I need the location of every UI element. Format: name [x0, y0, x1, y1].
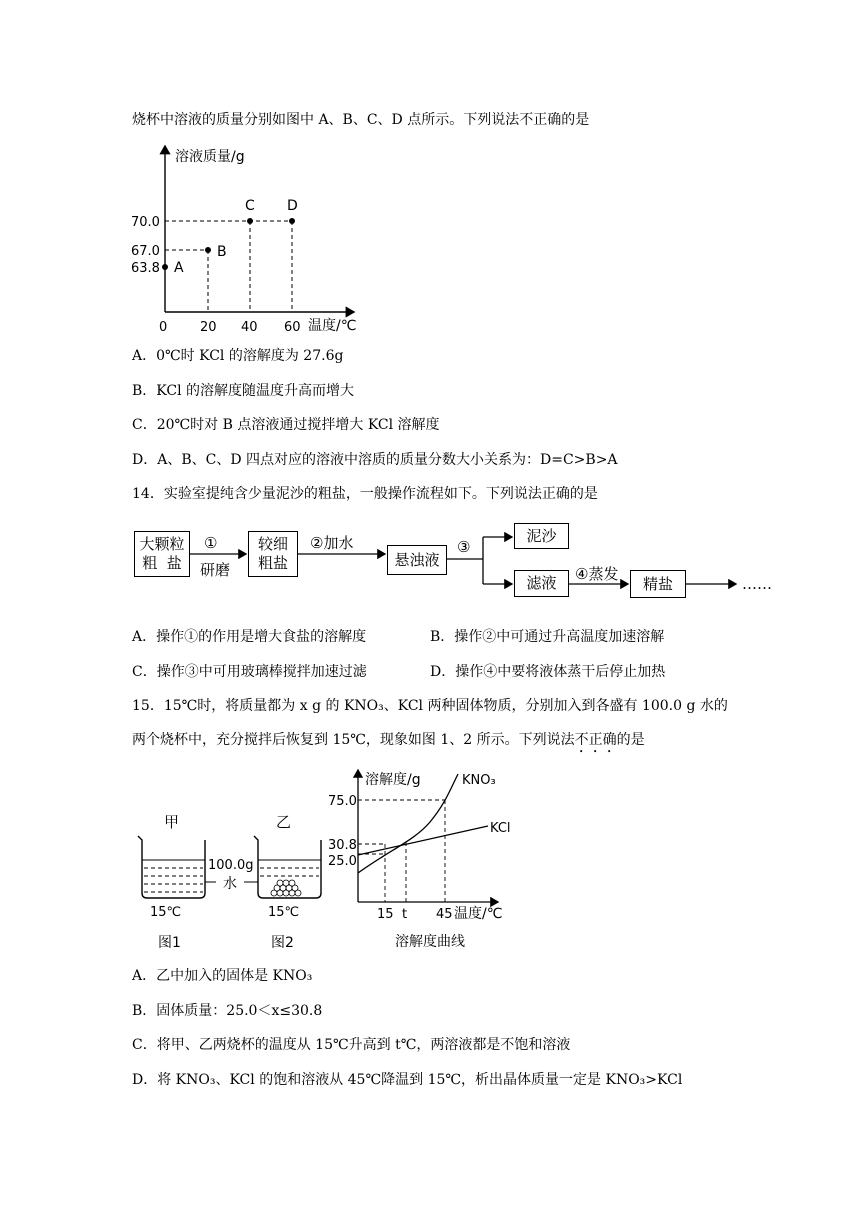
- q13-point-c-label: C: [245, 198, 255, 214]
- emphasis-dotted: 不正确: [574, 732, 617, 748]
- q14-option-c: C．操作③中可用玻璃棒搅拌加速过滤: [132, 664, 367, 680]
- q15-option-d: D．将 KNO₃、KCl 的饱和溶液从 45℃降温到 15℃，析出晶体质量一定是 KNO₃>KCl: [132, 1072, 683, 1088]
- water-mass: 100.0g: [208, 858, 254, 873]
- q13-xtick: 40: [241, 320, 258, 335]
- q13-option-a: A．0℃时 KCl 的溶解度为 27.6g: [132, 348, 344, 364]
- q13-option-d: D．A、B、C、D 四点对应的溶液中溶质的质量分数大小关系为：D=C>B>A: [132, 452, 618, 468]
- flow-ellipsis: ……: [742, 575, 772, 593]
- curve-title: 溶解度曲线: [395, 934, 465, 950]
- q13-ylabel: 溶液质量/g: [175, 149, 245, 165]
- q13-point-b: [205, 247, 211, 253]
- q13-point-d: [289, 218, 295, 224]
- curve-xtick: 45: [436, 907, 453, 922]
- flow-box-suspension: 悬浊液: [387, 545, 447, 575]
- undissolved-solid-icon: [271, 880, 301, 896]
- q13-point-b-label: B: [217, 244, 227, 260]
- curve-ytick: 75.0: [328, 794, 357, 809]
- q13-xtick: 0: [159, 320, 168, 335]
- curve-ytick: 25.0: [328, 854, 357, 869]
- q13-point-d-label: D: [287, 198, 298, 214]
- kno3-series-label: KNO₃: [462, 773, 496, 788]
- q13-point-a-label: A: [174, 260, 184, 276]
- q15-option-b: B．固体质量：25.0＜x≤30.8: [132, 1003, 323, 1019]
- kcl-line: [358, 826, 488, 855]
- flow-box-filtrate: 滤液: [514, 570, 569, 597]
- q13-ytick: 70.0: [131, 215, 160, 230]
- q13-point-a: [162, 264, 168, 270]
- flow-box-sand: 泥沙: [514, 523, 569, 549]
- beaker1: [138, 836, 205, 898]
- q14-option-d: D．操作④中要将液体蒸干后停止加热: [430, 664, 666, 680]
- curve-ylabel: 溶解度/g: [365, 772, 421, 788]
- beaker2-temp: 15℃: [268, 905, 300, 920]
- q15-solubility-chart: [330, 762, 520, 952]
- q13-point-c: [247, 218, 253, 224]
- flow-box-fine-salt: 较细 粗盐: [248, 531, 298, 577]
- q13-xtick: 20: [200, 320, 217, 335]
- fig2-caption: 图2: [271, 935, 294, 951]
- beaker1-temp: 15℃: [150, 905, 182, 920]
- kno3-curve: [358, 774, 458, 873]
- flow-step1-label: ①: [204, 534, 218, 552]
- flow-step1-sub: 研磨: [200, 561, 231, 579]
- q15-stem-line1: 15．15℃时，将质量都为 x g 的 KNO₃、KCl 两种固体物质，分别加入到各盛有 100.0 g 水的: [132, 698, 728, 714]
- q13-option-b: B．KCl 的溶解度随温度升高而增大: [132, 383, 355, 399]
- curve-xlabel: 温度/℃: [454, 906, 503, 922]
- kcl-series-label: KCl: [490, 821, 511, 836]
- q15-beakers: [128, 808, 328, 958]
- fig1-caption: 图1: [158, 935, 181, 951]
- beaker1-label: 甲: [164, 813, 180, 831]
- q15-option-a: A．乙中加入的固体是 KNO₃: [132, 968, 313, 984]
- q13-ytick: 63.8: [131, 261, 160, 276]
- flow-step2-label: ②加水: [310, 534, 354, 552]
- flow-arrows: [0, 515, 860, 615]
- curve-xtick: t: [402, 907, 408, 922]
- q15-stem-line2: 两个烧杯中，充分搅拌后恢复到 15℃，现象如图 1、2 所示。下列说法不正确的是: [132, 732, 645, 748]
- q13-xtick: 60: [284, 320, 301, 335]
- flow-box-coarse-salt: 大颗粒 粗 盐: [134, 531, 190, 577]
- q14-stem: 14．实验室提纯含少量泥沙的粗盐，一般操作流程如下。下列说法正确的是: [132, 486, 598, 502]
- beaker2-label: 乙: [276, 813, 292, 831]
- q13-xlabel: 温度/℃: [308, 318, 357, 334]
- flow-box-refined-salt: 精盐: [630, 570, 686, 598]
- q13-ytick: 67.0: [131, 244, 160, 259]
- q14-option-a: A．操作①的作用是增大食盐的溶解度: [132, 629, 367, 645]
- curve-xtick: 15: [377, 907, 394, 922]
- q14-option-b: B．操作②中可通过升高温度加速溶解: [430, 629, 665, 645]
- water-label: 水: [223, 876, 237, 892]
- q15-option-c: C．将甲、乙两烧杯的温度从 15℃升高到 t℃，两溶液都是不饱和溶液: [132, 1037, 571, 1053]
- q13-option-c: C．20℃时对 B 点溶液通过搅拌增大 KCl 溶解度: [132, 417, 440, 433]
- flow-step4-label: ④蒸发: [575, 565, 619, 583]
- flow-step3-label: ③: [457, 538, 471, 556]
- q13-intro: 烧杯中溶液的质量分别如图中 A、B、C、D 点所示。下列说法不正确的是: [132, 112, 590, 128]
- q13-chart: [131, 140, 380, 340]
- curve-ytick: 30.8: [328, 838, 357, 853]
